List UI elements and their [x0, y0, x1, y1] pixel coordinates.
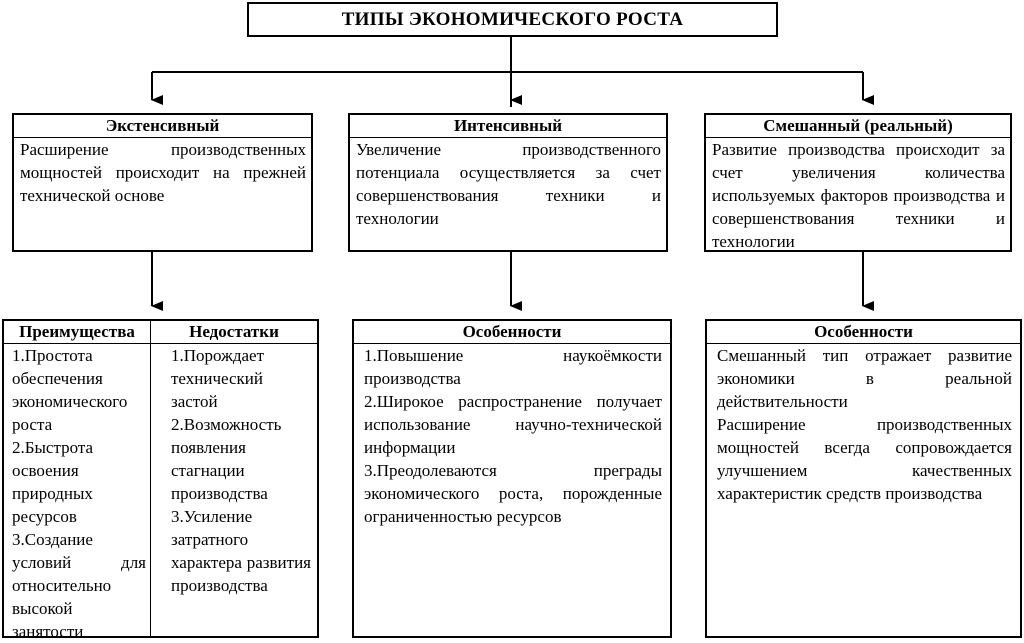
intensive-heading: Интенсивный: [350, 115, 666, 138]
disadvantage-item: 1.Порождает технический застой: [171, 346, 265, 411]
mixed-feature-item: Расширение производственных мощностей всегда сопровождается улучшением качественных характеристик средств производства: [717, 415, 1012, 503]
advantage-item: 2.Быстрота освоения природных ресурсов: [12, 438, 94, 526]
disadvantages-column: [151, 321, 317, 636]
intensive-description: Увеличение производственного потенциала осуществляется за счет совершенствования техники и технологии: [356, 140, 661, 228]
disadvantages-list: [151, 344, 317, 597]
intensive-feature-item: 3.Преодолеваются преграды экономического роста, порожденные ограниченностью ресурсов: [364, 461, 662, 526]
disadvantage-item: 2.Возможность появления стагнации производства: [171, 415, 282, 503]
extensive-heading: Экстенсивный: [14, 115, 311, 138]
intensive-box: [348, 113, 668, 252]
diagram-title-box: [247, 2, 778, 37]
mixed-box: [704, 113, 1012, 252]
intensive-features-list: [354, 344, 670, 528]
mixed-feature-item: Смешанный тип отражает развитие экономики в реальной действительности: [717, 346, 1012, 411]
mixed-description: Развитие производства происходит за счет увеличения количества используемых факторов производства и совершенствования техники и технологии: [712, 140, 1005, 251]
intensive-feature-item: 2.Широкое распространение получает использование научно-технической информации: [364, 392, 662, 457]
mixed-features-heading: Особенности: [707, 321, 1020, 344]
mixed-details-box: [705, 319, 1022, 638]
intensive-features-heading: Особенности: [354, 321, 670, 344]
intensive-feature-item: 1.Повышение наукоёмкости производства: [364, 346, 662, 388]
advantages-column: [4, 321, 151, 641]
extensive-box: [12, 113, 313, 252]
intensive-details-box: [352, 319, 672, 638]
diagram-title: ТИПЫ ЭКОНОМИЧЕСКОГО РОСТА: [341, 8, 684, 30]
advantage-item: 1.Простота обеспечения экономического роста: [12, 346, 128, 434]
advantages-heading: Преимущества: [4, 321, 150, 344]
advantage-item: 3.Создание условий для относительно высокой занятости: [12, 530, 146, 641]
mixed-features-list: [707, 344, 1020, 505]
mixed-heading: Смешанный (реальный): [706, 115, 1010, 138]
extensive-description: Расширение производственных мощностей происходит на прежней технической основе: [20, 140, 306, 205]
disadvantage-item: 3.Усиление затратного характера развития производства: [171, 507, 311, 595]
advantages-list: [4, 344, 150, 643]
extensive-details-box: [2, 319, 319, 641]
disadvantages-heading: Недостатки: [151, 321, 317, 344]
